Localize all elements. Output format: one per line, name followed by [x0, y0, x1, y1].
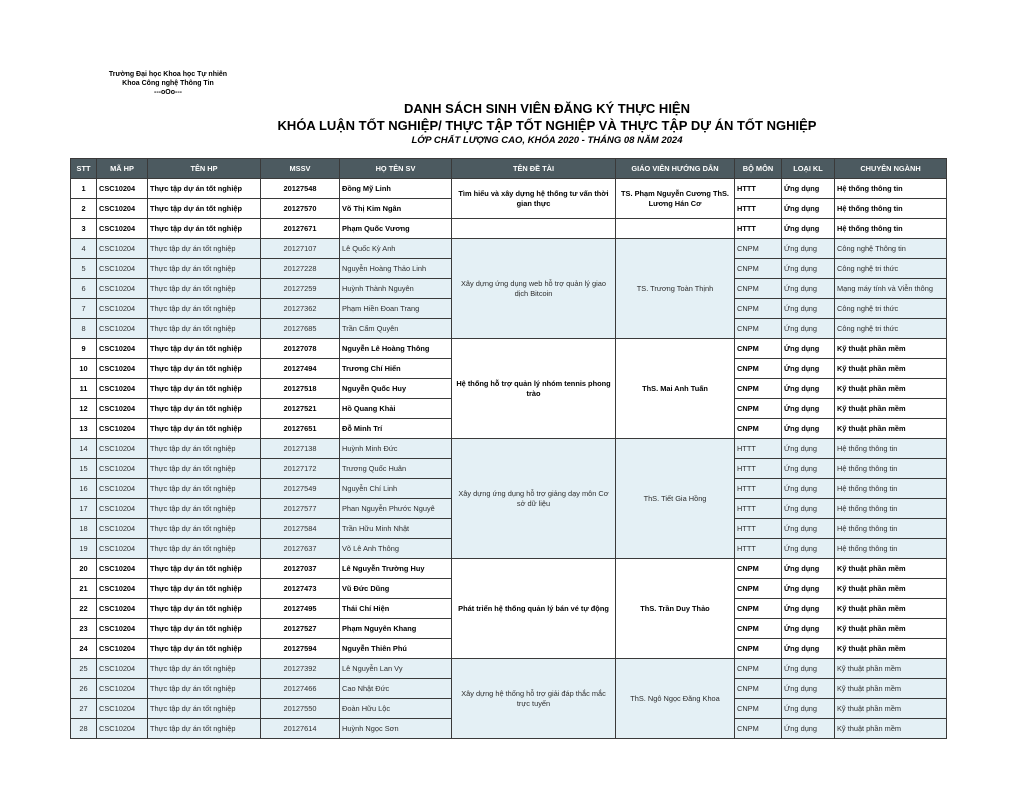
cell-topic: Xây dựng ứng dụng web hỗ trợ quản lý giao dịch Bitcoin: [452, 239, 616, 339]
cell-advisor: ThS. Mai Anh Tuấn: [616, 339, 735, 439]
cell-course-code: CSC10204: [97, 679, 148, 699]
cell-stt: 28: [71, 719, 97, 739]
cell-major: Mạng máy tính và Viễn thông: [835, 279, 947, 299]
cell-course-name: Thực tập dự án tốt nghiệp: [148, 339, 261, 359]
cell-thesis-type: Ứng dụng: [782, 599, 835, 619]
cell-department: HTTT: [735, 199, 782, 219]
cell-course-name: Thực tập dự án tốt nghiệp: [148, 539, 261, 559]
cell-major: Kỹ thuật phần mềm: [835, 379, 947, 399]
cell-course-code: CSC10204: [97, 239, 148, 259]
cell-course-name: Thực tập dự án tốt nghiệp: [148, 479, 261, 499]
cell-stt: 21: [71, 579, 97, 599]
cell-course-name: Thực tập dự án tốt nghiệp: [148, 619, 261, 639]
cell-course-code: CSC10204: [97, 639, 148, 659]
cell-thesis-type: Ứng dụng: [782, 399, 835, 419]
cell-department: CNPM: [735, 339, 782, 359]
cell-stt: 5: [71, 259, 97, 279]
cell-thesis-type: Ứng dụng: [782, 639, 835, 659]
cell-department: HTTT: [735, 479, 782, 499]
cell-thesis-type: Ứng dụng: [782, 419, 835, 439]
cell-course-name: Thực tập dự án tốt nghiệp: [148, 499, 261, 519]
header-advisor: GIÁO VIÊN HƯỚNG DẪN: [616, 159, 735, 179]
cell-course-name: Thực tập dự án tốt nghiệp: [148, 559, 261, 579]
cell-student-id: 20127259: [261, 279, 340, 299]
cell-thesis-type: Ứng dụng: [782, 199, 835, 219]
cell-student-name: Trương Quốc Huân: [340, 459, 452, 479]
cell-major: Hệ thống thông tin: [835, 439, 947, 459]
cell-department: HTTT: [735, 179, 782, 199]
cell-advisor: TS. Trương Toàn Thịnh: [616, 239, 735, 339]
cell-course-code: CSC10204: [97, 419, 148, 439]
cell-thesis-type: Ứng dụng: [782, 359, 835, 379]
cell-advisor: TS. Phạm Nguyễn Cương ThS. Lương Hán Cơ: [616, 179, 735, 219]
cell-advisor: [616, 219, 735, 239]
cell-stt: 13: [71, 419, 97, 439]
cell-department: HTTT: [735, 519, 782, 539]
cell-department: CNPM: [735, 419, 782, 439]
cell-student-id: 20127466: [261, 679, 340, 699]
cell-major: Kỹ thuật phần mềm: [835, 679, 947, 699]
cell-course-code: CSC10204: [97, 479, 148, 499]
cell-thesis-type: Ứng dụng: [782, 379, 835, 399]
cell-student-name: Huỳnh Minh Đức: [340, 439, 452, 459]
cell-course-name: Thực tập dự án tốt nghiệp: [148, 239, 261, 259]
cell-thesis-type: Ứng dụng: [782, 299, 835, 319]
cell-major: Công nghệ Thông tin: [835, 239, 947, 259]
cell-student-name: Huỳnh Thành Nguyên: [340, 279, 452, 299]
cell-major: Kỹ thuật phần mềm: [835, 639, 947, 659]
cell-course-code: CSC10204: [97, 299, 148, 319]
cell-department: CNPM: [735, 719, 782, 739]
cell-thesis-type: Ứng dụng: [782, 239, 835, 259]
cell-major: Kỹ thuật phần mềm: [835, 579, 947, 599]
cell-student-name: Lê Nguyễn Trường Huy: [340, 559, 452, 579]
cell-advisor: ThS. Tiết Gia Hồng: [616, 439, 735, 559]
cell-student-name: Phạm Nguyên Khang: [340, 619, 452, 639]
cell-department: CNPM: [735, 319, 782, 339]
cell-topic: Xây dựng hệ thống hỗ trợ giải đáp thắc mắc trực tuyến: [452, 659, 616, 739]
cell-major: Công nghệ tri thức: [835, 259, 947, 279]
cell-department: CNPM: [735, 579, 782, 599]
cell-stt: 8: [71, 319, 97, 339]
cell-student-id: 20127594: [261, 639, 340, 659]
cell-student-name: Trần Hữu Minh Nhật: [340, 519, 452, 539]
cell-thesis-type: Ứng dụng: [782, 219, 835, 239]
cell-stt: 25: [71, 659, 97, 679]
cell-stt: 17: [71, 499, 97, 519]
cell-student-id: 20127362: [261, 299, 340, 319]
cell-major: Công nghệ tri thức: [835, 319, 947, 339]
cell-student-name: Nguyễn Lê Hoàng Thông: [340, 339, 452, 359]
cell-department: CNPM: [735, 399, 782, 419]
cell-department: CNPM: [735, 679, 782, 699]
cell-student-id: 20127527: [261, 619, 340, 639]
header-ornament: ---oOo---: [154, 89, 182, 96]
cell-advisor: ThS. Ngô Ngọc Đăng Khoa: [616, 659, 735, 739]
cell-course-code: CSC10204: [97, 659, 148, 679]
cell-thesis-type: Ứng dụng: [782, 619, 835, 639]
cell-student-id: 20127614: [261, 719, 340, 739]
cell-student-id: 20127518: [261, 379, 340, 399]
cell-thesis-type: Ứng dụng: [782, 679, 835, 699]
cell-topic: Phát triển hệ thống quản lý bán vé tự động: [452, 559, 616, 659]
class-cohort-line: LỚP CHẤT LƯỢNG CAO, KHÓA 2020 - THÁNG 08 NĂM 2024: [411, 135, 683, 146]
cell-major: Kỹ thuật phần mềm: [835, 419, 947, 439]
cell-student-name: Đồng Mỹ Linh: [340, 179, 452, 199]
cell-major: Hệ thống thông tin: [835, 499, 947, 519]
cell-student-name: Cao Nhật Đức: [340, 679, 452, 699]
cell-stt: 10: [71, 359, 97, 379]
cell-stt: 15: [71, 459, 97, 479]
cell-stt: 24: [71, 639, 97, 659]
cell-stt: 22: [71, 599, 97, 619]
faculty-name: Khoa Công nghệ Thông Tin: [122, 80, 214, 87]
header-course-name: TÊN HP: [148, 159, 261, 179]
cell-student-name: Lê Quốc Kỳ Anh: [340, 239, 452, 259]
table-row: [71, 179, 947, 199]
cell-department: CNPM: [735, 699, 782, 719]
cell-course-name: Thực tập dự án tốt nghiệp: [148, 679, 261, 699]
cell-department: HTTT: [735, 439, 782, 459]
cell-course-code: CSC10204: [97, 559, 148, 579]
cell-major: Hệ thống thông tin: [835, 539, 947, 559]
cell-student-id: 20127651: [261, 419, 340, 439]
cell-student-id: 20127685: [261, 319, 340, 339]
cell-major: Kỹ thuật phần mềm: [835, 399, 947, 419]
cell-thesis-type: Ứng dụng: [782, 279, 835, 299]
table-row: [71, 659, 947, 679]
cell-thesis-type: Ứng dụng: [782, 559, 835, 579]
cell-department: CNPM: [735, 359, 782, 379]
cell-student-id: 20127671: [261, 219, 340, 239]
cell-student-id: 20127549: [261, 479, 340, 499]
cell-stt: 2: [71, 199, 97, 219]
cell-course-code: CSC10204: [97, 199, 148, 219]
cell-department: CNPM: [735, 239, 782, 259]
cell-course-name: Thực tập dự án tốt nghiệp: [148, 319, 261, 339]
cell-student-name: Hồ Quang Khải: [340, 399, 452, 419]
cell-course-code: CSC10204: [97, 619, 148, 639]
cell-stt: 18: [71, 519, 97, 539]
cell-course-code: CSC10204: [97, 439, 148, 459]
cell-student-name: Trần Cẩm Quyên: [340, 319, 452, 339]
cell-thesis-type: Ứng dụng: [782, 699, 835, 719]
cell-major: Kỹ thuật phần mềm: [835, 559, 947, 579]
cell-course-name: Thực tập dự án tốt nghiệp: [148, 579, 261, 599]
cell-student-name: Nguyễn Hoàng Thảo Linh: [340, 259, 452, 279]
cell-student-id: 20127521: [261, 399, 340, 419]
cell-course-code: CSC10204: [97, 259, 148, 279]
cell-major: Hệ thống thông tin: [835, 219, 947, 239]
header-topic: TÊN ĐỀ TÀI: [452, 159, 616, 179]
cell-department: CNPM: [735, 639, 782, 659]
cell-student-name: Nguyễn Quốc Huy: [340, 379, 452, 399]
cell-student-name: Nguyễn Thiên Phú: [340, 639, 452, 659]
cell-course-name: Thực tập dự án tốt nghiệp: [148, 219, 261, 239]
cell-student-id: 20127138: [261, 439, 340, 459]
cell-course-name: Thực tập dự án tốt nghiệp: [148, 439, 261, 459]
cell-student-name: Trương Chí Hiển: [340, 359, 452, 379]
cell-student-id: 20127495: [261, 599, 340, 619]
document-subtitle: KHÓA LUẬN TỐT NGHIỆP/ THỰC TẬP TỐT NGHIỆP VÀ THỰC TẬP DỰ ÁN TỐT NGHIỆP: [277, 118, 817, 133]
cell-stt: 27: [71, 699, 97, 719]
cell-thesis-type: Ứng dụng: [782, 339, 835, 359]
cell-course-code: CSC10204: [97, 379, 148, 399]
cell-course-code: CSC10204: [97, 719, 148, 739]
cell-course-code: CSC10204: [97, 459, 148, 479]
cell-course-name: Thực tập dự án tốt nghiệp: [148, 399, 261, 419]
cell-student-name: Đỗ Minh Trí: [340, 419, 452, 439]
cell-department: HTTT: [735, 539, 782, 559]
cell-course-name: Thực tập dự án tốt nghiệp: [148, 459, 261, 479]
cell-student-id: 20127037: [261, 559, 340, 579]
cell-student-id: 20127577: [261, 499, 340, 519]
cell-thesis-type: Ứng dụng: [782, 659, 835, 679]
cell-course-name: Thực tập dự án tốt nghiệp: [148, 299, 261, 319]
cell-course-code: CSC10204: [97, 219, 148, 239]
cell-course-code: CSC10204: [97, 359, 148, 379]
table-row: [71, 559, 947, 579]
cell-department: CNPM: [735, 279, 782, 299]
cell-department: CNPM: [735, 659, 782, 679]
cell-course-name: Thực tập dự án tốt nghiệp: [148, 719, 261, 739]
cell-major: Hệ thống thông tin: [835, 459, 947, 479]
cell-topic: Tìm hiểu và xây dựng hệ thống tư vấn thời gian thực: [452, 179, 616, 219]
cell-student-name: Phạm Hiền Đoan Trang: [340, 299, 452, 319]
cell-major: Kỹ thuật phần mềm: [835, 359, 947, 379]
university-name: Trường Đại học Khoa học Tự nhiên: [108, 71, 228, 78]
table-row: [71, 239, 947, 259]
cell-student-name: Võ Lê Anh Thông: [340, 539, 452, 559]
cell-thesis-type: Ứng dụng: [782, 479, 835, 499]
cell-department: CNPM: [735, 599, 782, 619]
cell-major: Kỹ thuật phần mềm: [835, 619, 947, 639]
cell-course-code: CSC10204: [97, 599, 148, 619]
cell-major: Kỹ thuật phần mềm: [835, 719, 947, 739]
header-stt: STT: [71, 159, 97, 179]
header-course-code: MÃ HP: [97, 159, 148, 179]
cell-advisor: ThS. Trần Duy Thảo: [616, 559, 735, 659]
header-thesis-type: LOẠI KL: [782, 159, 835, 179]
header-department: BỘ MÔN: [735, 159, 782, 179]
header-major: CHUYÊN NGÀNH: [835, 159, 947, 179]
cell-student-name: Phạm Quốc Vương: [340, 219, 452, 239]
cell-department: CNPM: [735, 559, 782, 579]
cell-major: Hệ thống thông tin: [835, 519, 947, 539]
cell-course-code: CSC10204: [97, 519, 148, 539]
cell-stt: 20: [71, 559, 97, 579]
cell-student-id: 20127107: [261, 239, 340, 259]
document-title: DANH SÁCH SINH VIÊN ĐĂNG KÝ THỰC HIỆN: [404, 101, 690, 116]
table-row: [71, 339, 947, 359]
cell-thesis-type: Ứng dụng: [782, 719, 835, 739]
cell-major: Kỹ thuật phần mềm: [835, 599, 947, 619]
cell-student-id: 20127078: [261, 339, 340, 359]
cell-department: HTTT: [735, 499, 782, 519]
cell-course-code: CSC10204: [97, 539, 148, 559]
cell-stt: 9: [71, 339, 97, 359]
cell-major: Kỹ thuật phần mềm: [835, 699, 947, 719]
cell-student-id: 20127392: [261, 659, 340, 679]
cell-stt: 14: [71, 439, 97, 459]
cell-course-name: Thực tập dự án tốt nghiệp: [148, 259, 261, 279]
cell-stt: 23: [71, 619, 97, 639]
cell-student-id: 20127228: [261, 259, 340, 279]
cell-course-code: CSC10204: [97, 499, 148, 519]
cell-course-code: CSC10204: [97, 339, 148, 359]
cell-thesis-type: Ứng dụng: [782, 319, 835, 339]
cell-department: HTTT: [735, 459, 782, 479]
cell-student-id: 20127172: [261, 459, 340, 479]
cell-thesis-type: Ứng dụng: [782, 179, 835, 199]
cell-department: CNPM: [735, 619, 782, 639]
cell-department: CNPM: [735, 299, 782, 319]
cell-course-code: CSC10204: [97, 699, 148, 719]
cell-stt: 7: [71, 299, 97, 319]
cell-course-code: CSC10204: [97, 579, 148, 599]
cell-department: CNPM: [735, 259, 782, 279]
cell-major: Công nghệ tri thức: [835, 299, 947, 319]
cell-student-name: Phan Nguyễn Phước Nguyê: [340, 499, 452, 519]
cell-student-id: 20127550: [261, 699, 340, 719]
cell-stt: 1: [71, 179, 97, 199]
cell-stt: 6: [71, 279, 97, 299]
cell-thesis-type: Ứng dụng: [782, 539, 835, 559]
cell-stt: 4: [71, 239, 97, 259]
cell-course-name: Thực tập dự án tốt nghiệp: [148, 699, 261, 719]
table-header-row: [71, 159, 947, 179]
cell-course-name: Thực tập dự án tốt nghiệp: [148, 639, 261, 659]
cell-stt: 19: [71, 539, 97, 559]
cell-thesis-type: Ứng dụng: [782, 579, 835, 599]
cell-student-name: Nguyễn Chí Linh: [340, 479, 452, 499]
cell-thesis-type: Ứng dụng: [782, 439, 835, 459]
cell-topic: [452, 219, 616, 239]
cell-student-name: Võ Thị Kim Ngân: [340, 199, 452, 219]
cell-student-name: Vũ Đức Dũng: [340, 579, 452, 599]
cell-stt: 11: [71, 379, 97, 399]
cell-student-id: 20127570: [261, 199, 340, 219]
cell-student-name: Huỳnh Ngọc Sơn: [340, 719, 452, 739]
student-registration-table: [70, 158, 947, 739]
cell-student-id: 20127584: [261, 519, 340, 539]
cell-student-name: Lê Nguyễn Lan Vy: [340, 659, 452, 679]
table-row: [71, 439, 947, 459]
cell-thesis-type: Ứng dụng: [782, 459, 835, 479]
institution-header: [88, 70, 248, 97]
cell-student-id: 20127637: [261, 539, 340, 559]
cell-course-name: Thực tập dự án tốt nghiệp: [148, 199, 261, 219]
table-body: [71, 179, 947, 739]
cell-student-id: 20127548: [261, 179, 340, 199]
cell-stt: 16: [71, 479, 97, 499]
cell-major: Kỹ thuật phần mềm: [835, 659, 947, 679]
table-row: [71, 219, 947, 239]
cell-thesis-type: Ứng dụng: [782, 519, 835, 539]
cell-topic: Xây dựng ứng dụng hỗ trợ giảng dạy môn Cơ sở dữ liệu: [452, 439, 616, 559]
cell-course-name: Thực tập dự án tốt nghiệp: [148, 419, 261, 439]
cell-student-name: Thái Chí Hiện: [340, 599, 452, 619]
document-titles: [0, 100, 1024, 147]
cell-student-id: 20127473: [261, 579, 340, 599]
cell-stt: 12: [71, 399, 97, 419]
header-student-name: HỌ TÊN SV: [340, 159, 452, 179]
cell-course-name: Thực tập dự án tốt nghiệp: [148, 279, 261, 299]
cell-course-name: Thực tập dự án tốt nghiệp: [148, 359, 261, 379]
cell-student-id: 20127494: [261, 359, 340, 379]
cell-major: Hệ thống thông tin: [835, 199, 947, 219]
cell-course-code: CSC10204: [97, 399, 148, 419]
cell-major: Hệ thống thông tin: [835, 479, 947, 499]
cell-course-name: Thực tập dự án tốt nghiệp: [148, 599, 261, 619]
cell-course-name: Thực tập dự án tốt nghiệp: [148, 379, 261, 399]
cell-course-code: CSC10204: [97, 279, 148, 299]
cell-department: HTTT: [735, 219, 782, 239]
cell-major: Kỹ thuật phần mềm: [835, 339, 947, 359]
cell-topic: Hệ thống hỗ trợ quản lý nhóm tennis phong trào: [452, 339, 616, 439]
cell-student-name: Đoàn Hữu Lộc: [340, 699, 452, 719]
cell-course-name: Thực tập dự án tốt nghiệp: [148, 659, 261, 679]
cell-thesis-type: Ứng dụng: [782, 259, 835, 279]
cell-stt: 26: [71, 679, 97, 699]
cell-course-code: CSC10204: [97, 319, 148, 339]
cell-major: Hệ thống thông tin: [835, 179, 947, 199]
cell-course-name: Thực tập dự án tốt nghiệp: [148, 179, 261, 199]
cell-thesis-type: Ứng dụng: [782, 499, 835, 519]
cell-course-name: Thực tập dự án tốt nghiệp: [148, 519, 261, 539]
cell-course-code: CSC10204: [97, 179, 148, 199]
cell-stt: 3: [71, 219, 97, 239]
header-student-id: MSSV: [261, 159, 340, 179]
cell-department: CNPM: [735, 379, 782, 399]
